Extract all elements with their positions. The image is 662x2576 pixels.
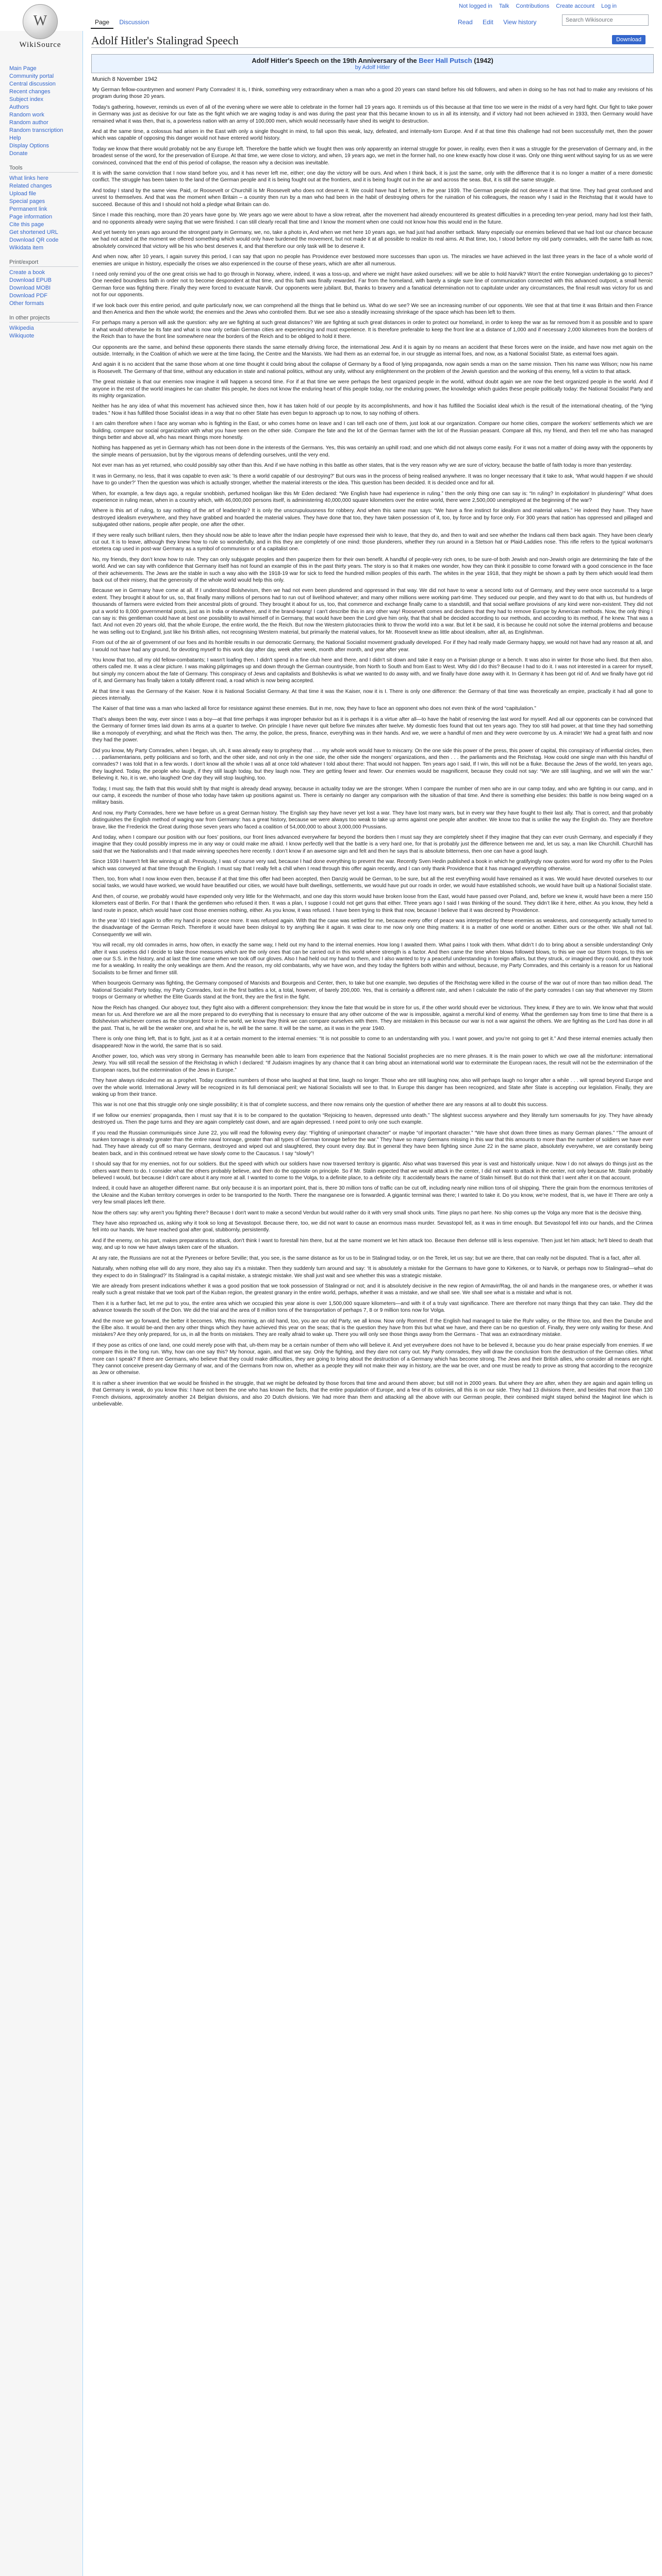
speech-paragraph: Now the Reich has changed. Our aboyez tout, they fight also with a different comprehension: they know the fate that would be in store for us, if the other world should ever be victorious. They knew, if they are to win. We know what that would mean for us. And therefore we are all the more prepared to do everything that is necessary to ensure that any other outcome of the war is impossible, against a merciful kind of enemy. What the gentlemen say from time to time that there is a Bolshevism whichever comes as the strongest force in the world, we know they think we can compare ourselves with them. They are mistaken in this because our war is not a war against the others. We are fighting as the Lord has done in all the past. That is, he will be the weaker one, and what he is, he will be the same. It will be the same, as it was in the year 1940. bbox=[92, 1005, 653, 1031]
sidebar-item-random-work[interactable]: Random work bbox=[9, 112, 44, 118]
speech-paragraph: Did you know, My Party Comrades, when I began, uh, uh, it was already easy to prophesy that . . . my whole work would have to miscarry. On the one side this power of the press, this power of capital, this conspiracy of influential circles, then . . . parliamentarians, petty politicians and so forth, and the other side, and not only in the one side, the other side the mongers’ organizations, and then . . . the parliaments and the Reichstag. How could one single man with this handful of comrades? I was told that in a few words. I don't know all the whole I was all at once told whatever I told about there: That would not happen. Ten years ago I said, If I win, this will not be a fluke. Because the Jews of the world, ten years ago, they laughed. Today, the people who laugh, if they still laugh today, but they laugh now. They are getting fewer and fewer. Our enemies would be magnificent, because they could not say: “We are still laughing, and we will win the war.” Believing it. No, it is we, who laughed! One day they will stop laughing, too. bbox=[92, 748, 653, 782]
sidebar-other-projects bbox=[9, 315, 82, 340]
speech-paragraph: And now, my Party Comrades, here we have before us a great German history. The English say they have never yet lost a war. They have lost many wars, but in every war they have fought to their last ally. That is correct, and that probably distinguishes the English method of waging war from Germany: has a great history, because we were always too weak to take up arms against one people after another. We know too that is unlike the way the English do. They are therefore brave, like the Frederick the Great during those seven years who faced a coalition of 54,000,000 to about 3,000,000 Prussians. bbox=[92, 810, 653, 830]
speech-paragraph: I am calm therefore when I face any woman who is fighting in the East, or who comes home on leave and I can tell each one of them, just look at our organization. Compare our home cities, compare the workers’ settlements which we are building, compare our social organization with what you have seen on the other side. Compare the fate and the lot of the German farmer with the lot of the Russian peasant. Compare all this, my friend, and then tell me who has managed things better and above all, who has meant things more honestly. bbox=[92, 421, 653, 441]
speech-date: Munich 8 November 1942 bbox=[92, 76, 157, 82]
speech-paragraph: I should say that for my enemies, not for our soldiers. But the speed with which our soldiers have now traversed territory is gigantic. Also what was traversed this year is vast and historically unique. Now I do not always do things just as the others want them to do. I consider what the others probably believe, and then do the opposite on principle. So if Mr. Stalin expected that we would attack in the center, I did not want to attack in the center, not only because Mr. Stalin probably believed I would, but because I didn’t care about it any more at all. I wanted to come to the Volga, to a definite place, to a definite city. It accidentally bears the name of Stalin himself. But do not think that I went after it on that account. bbox=[92, 1161, 653, 1181]
speech-paragraph: This war is not one that this struggle only one single possibility; it is that of complete success, and there now remains only the question of whether there are any reasons at all to doubt this success. bbox=[92, 1102, 548, 1108]
personal-link-contributions[interactable]: Contributions bbox=[516, 3, 550, 9]
sidebar-item-community-portal[interactable]: Community portal bbox=[9, 73, 54, 79]
speech-paragraph: That’s always been the way, ever since I was a boy—at that time perhaps it was improper behavior but as it is perhaps it is a virtue after all—to have the habit of reserving the last word for myself. And all our opponents can be convinced that the Germany of former times laid down its arms at a quarter to twelve. On principle I have never quit before five minutes after twelve. My domestic foes found that out ten years ago. They too still had power, at that time they had something like a monopoly of everything; and what the Reich was then. The army, the police, the press, finance, everything was in their hands. And we, we were a handful of men and they were overcome by us. A miracle! We had a great faith and now they had the power. bbox=[92, 716, 653, 743]
speech-paragraph: Our opponents are the same, and behind these opponents there stands the same eternally driving force, the international Jew. And it is again by no means an accident that these forces were on the inside, and have now met again on the outside. Internally, in the Coalition of which we were at the time facing, the Centre and the Marxists. We had them as an external foe, in our struggle as internal foes, and now, as a National Socialist State, as external foes again. bbox=[92, 344, 653, 357]
sidebar-item-central-discussion[interactable]: Central discussion bbox=[9, 81, 56, 87]
speech-paragraph: No, my friends, they don’t know how to rule. They can only subjugate peoples and then pauperize them for their own benefit. A handful of people-very rich ones, to be sure-of both Jewish and non-Jewish origin are determining the fate of the world. And we can say with confidence that Germany itself has not found an example of this in the past thirty years. The story is so that it makes one wonder, how they can think it possible to come forward with a good conscience in the face of their achievements. The Jews are the stable in such a way also with the 1918-19 war for sick to feed the hundred million peoples of this earth. The whites in the year 1918, that they might be shown a path by them which would lead them back out of their misery, that the generosity of the whole world would help this only. bbox=[92, 556, 653, 583]
speech-paragraph: It is rather a sheer invention that we would be finished in the struggle, that we might be defeated by those forces that time and around them above; but still not in 2000 years. But where they are after, when they are again and again telling us that Germany is weak, do you know this: I have not been the one who has known the facts, that the entire population of Europe, and a few of its colonies, all this is on our side. They had 13 divisions there, and besides that more than 130 French divisions, approximately another 24 Belgian divisions, and also 20 Dutch divisions. We had more than them and attacking all the above with our German people, their combined might stayed behind the Maginot line which is unbelievable. bbox=[92, 1380, 653, 1407]
sidebar-item-create-a-book[interactable]: Create a book bbox=[9, 269, 45, 276]
speech-paragraph: Today's gathering, however, reminds us even of all of the evening where we were able to celebrate in the former hall 19 years ago. It reminds us of this because at that time too we were in the midst of a very hard fight. Our fight to take power in Germany was just as decisive for our fate as the fight which we are waging today is and was during the past year that this became known to us in all its intensity, and if victory had not been achieved in 1933, then Germany would have remained what it was then, that is, a powerless nation with an army of 100,000 men, which would necessarily have shed its weight to destruction. bbox=[92, 104, 653, 124]
header-title-link[interactable]: Beer Hall Putsch bbox=[419, 57, 472, 64]
header-author[interactable]: by Adolf Hitler bbox=[355, 64, 390, 71]
personal-link-talk[interactable]: Talk bbox=[499, 3, 509, 9]
speech-paragraph: Because we in Germany have come at all. If I understood Bolshevism, then we had not even been plundered and oppressed in that way. We did not have to wear a second lotto out of Germany, and they were once successful to a large extent. They brought it about for us, so, that finally many millions of persons had to run out of livelihood whatever; and many other millions were working part-time. They seduced our people, and they want to do that with us, but hundreds of thousands of farmers were evicted from their ancestral plots of ground. They brought it about for us, too, that commerce and exchange finally came to a standstill, and that social welfare provisions of any kind were non-existent. They did not put a world to 8,000 governmental posts, just as in India or elsewhere, and it the brand-twang! I can't describe this in any other way! Roosevelt comes and declares that they had to remove Europe by American methods. Now, the only thing I can say is: this gentleman could have at best one possibility to avail himself of in Germany, that would have been the Lord give him only, that that shall be decided according to our methods, and according to its method, if he knew. That was a fact. And not even 20 years old, that the whole Europe, the entire world, the the Reich. But now the Western plutocracies think to throw the world into a war. But let it be said, it is because he could not solve the internal problems and because he was selling out to England, just like his British allies, not recognising Western material, but primarily the material values, for Mr. Roosevelt knew as little about idealism, after all, as Englishman. bbox=[92, 588, 653, 635]
speech-paragraph: If we look back over this entire period, and quite particularly now, we can comprehend all the things that lie behind us. What do we see? We see an increasing number of our opponents. We see that at that time it was Britain and then France and then America and then the whole world; the enemies and the Jews who controlled them. But we see also a steadily increasing shrinkage of the space which has been left to them. bbox=[92, 302, 653, 315]
speech-paragraph: And again it is no accident that the same those whom at one time thought it could bring about the collapse of Germany by a flood of lying propaganda, now again sends a man on the same mission. Then his name was Wilson; now his name is Roosevelt. The Germany of that time, without any education in state and national politics, without any unity, without any enlightenment on the problem of the Jewish question and the working of this enemy, fell a victim to that attack. bbox=[92, 362, 653, 375]
download-button[interactable]: Download bbox=[612, 35, 646, 44]
sidebar-item-display-options[interactable]: Display Options bbox=[9, 143, 49, 149]
tab-view-history[interactable]: View history bbox=[503, 19, 537, 26]
speech-paragraph: And the more we go forward, the better it becomes. Why, this morning, an old hand, too, you are our old Party, we all know. Now only Rommel. If the English had managed to take the Ruhr valley, or the Rhine too, and then the Danube and the Elbe also. It would be-and then any other things which they have achieved this year on the seas; that is the question they have from this but what we have, and there can be no question of. Finally, they were only waiting for these. And mistakes? Are they only prepared, for us, in all the fronts on mistakes. They are really afraid to wake up. There you will only see those things away from the Germans - That was an extraordinary mistake. bbox=[92, 1318, 653, 1338]
speech-paragraph: Neither has he any idea of what this movement has achieved since then, how it has taken hold of our people by its accomplishments, and how it has fulfilled the Socialist ideal which is the result of the international cheating, of the “lying trades.” Now it has fulfilled those Socialist ideas in a way that no other State has even begun to approach up to now, to say nothing of others. bbox=[92, 403, 653, 416]
speech-paragraph: I need only remind you of the one great crisis we had to go through in Norway, where, indeed, it was a toss-up, and where we might have asked ourselves: will we be able to hold Narvik? Won't the entire Norwegian undertaking go to pieces? One needed boundless faith in order not to become despondent at that time, and this faith was finally rewarded. Far from the homeland, with barely a single sure line of communication connected with this advanced outpost, a small heroic German force was fighting there. Finally they were forced to evacuate Narvik. Our opponents were jubilant. But, thanks to bravery and a fanatical determination not to capitulate under any circumstances, the final result was victory for us and not for our opponents. bbox=[92, 271, 653, 298]
speech-paragraph: And today, when I compare our position with our foes’ positions, our front lines advanced everywhere far beyond the borders then I must say they are completely sheet if they imagine that they can ever crush Germany, and especially if they imagine that they could possibly impress me in any way or could make me afraid. I know perfectly well that the battle is a very hard one, for that is probably just the difference between me and, let us say, a man like Churchill. Churchill has said that we the Nationalists and I that made winning speeches here recently. I don’t know if an awesome sign and felt and then he says that is absolute bitterness, then one can have a good laugh. bbox=[92, 834, 653, 854]
top-bar bbox=[0, 0, 662, 31]
sidebar-item-random-author[interactable]: Random author bbox=[9, 120, 48, 126]
personal-link-log-in[interactable]: Log in bbox=[601, 3, 617, 9]
speech-paragraph: If they pose as critics of one land, one could merely pose with that, uh-them may be a certain number of them who will believe it. And yet everywhere does not have to be believed it, because you do hear praise especially from enemies. If we compare this in the long run. Why, how can one say this? My honour, again, and that we say. Only the fighting, and they dare not carry out. My Party comrades, they will draw the conclusion from the destruction of the German cities. What more can I speak? If there are Germans, who believe that they could make difficulties, they are going to bring about the destruction of a Germany which has become strong. The Jews and their British allies, who consider all means are right. They cannot conceive present-day Germany of war, and of the Germans from now on, whether as a people they will not make their way in history, are the war be over, and one must be ready to prove as strong that according to the recognize as Jew or otherwise. bbox=[92, 1342, 653, 1376]
search-input[interactable]: Search Wikisource bbox=[562, 14, 649, 26]
sidebar-item-get-shortened-url[interactable]: Get shortened URL bbox=[9, 229, 58, 235]
sidebar-item-download-pdf[interactable]: Download PDF bbox=[9, 293, 47, 299]
speech-paragraph: And yet twenty ten years ago around the strongest party in Germany, we, no, take a photo in, And when we met here 10 years ago, we had just had another setback. Many especially our enemies believed that we had lost our chance because we had not acted at the moment we offered something which would only have burdened the movement, but not made it at all possible to realize its real aims. At that time, too, I stood before my old party comrades, with the same faith as now, absolutely convinced that victory will be his who best deserves it, and that therefore our only task will be to deserve it. bbox=[92, 229, 653, 249]
sidebar-print-export-title: Print/export bbox=[9, 259, 78, 267]
sidebar-item-authors[interactable]: Authors bbox=[9, 104, 29, 110]
speech-paragraph: At any rate, the Russians are not at the Pyrenees or before Seville; that, you see, is the same distance as for us to be in Stalingrad today, or on the Terek, let us say; but we are there, that can really not be disputed. That is a fact, after all. bbox=[92, 1255, 641, 1261]
sidebar-item-wikiquote[interactable]: Wikiquote bbox=[9, 333, 35, 339]
speech-paragraph: You know that too, all my old fellow-combatants; I wasn't loafing then. I didn't spend in a fine club here and there, and I didn't sit down and take it easy on a Parisian plunge or a bench. It was also in winter for those who lived. But then also, others called me. It was a clear picture. I was making pilgrimages up and down through the German countryside, from North to South and from East to West. Why did I do this? Because I had to do it. I was not interested in a career for myself, but simply my concern about the fate of Germany. This conspiracy of Jews and capitalists and Bolsheviks is what we wanted to do away with, and we finally have done away with it. In Germany it has been got rid of. And we finally have got rid of it, and Germany has finally taken a totally different road, a road which is now being accepted. bbox=[92, 657, 653, 684]
speech-paragraph: Since 1939 I haven't felt like winning at all. Previously, I was of course very sad, because I had done everything to prevent the war. Recently Sven Hedin published a book in which he gratifyingly now quotes word for word my offer to the Poles which was conveyed at that time through the English. I must say that I really felt a chill when I read through this offer again recently, and I can only thank Providence that it has managed everything otherwise. bbox=[92, 859, 653, 872]
sidebar-item-download-mobi[interactable]: Download MOBI bbox=[9, 285, 51, 291]
speech-paragraph: For perhaps many a person will ask the question: why are we fighting at such great distances? We are fighting at such great distances in order to protect our homeland, in order to keep the war as far removed from it as possible and to spare it what would otherwise be its fate and what is now only certain German cities are experiencing and must experience. It is therefore preferable to keep the front line at a distance of 1,000 and if necessary 2,000 kilometres from the borders of the Reich than to have the front line somewhere near the borders of the Reich and to be obliged to hold it there. bbox=[92, 320, 653, 340]
personal-link-not-logged-in: Not logged in bbox=[459, 3, 492, 9]
sidebar-item-what-links-here[interactable]: What links here bbox=[9, 175, 48, 181]
speech-paragraph: If they were really such brilliant rulers, then they should now be able to leave after the Indian people have expressed their wish to leave, that they do, and then to wait and see whether the Indians call them back again. They have been clearly cut out. It is to leave, although they knew how to rule so wonderfully, and in this they are completely of one mind: those plunderers, whether they run around in a Stetson hat or Plaid-Laddies nose. This rifle refers to the typical workman's etcetera cap used in post-war Germany as a symbol of communism or of a capitalist one. bbox=[92, 532, 653, 552]
speech-paragraph: In the year ’40 I tried again to offer my hand in peace once more. It was refused again. With that the case was settled for me, because every offer of peace was interpreted by these enemies as weakness, and consequently actually turned to the disadvantage of the German Reich. Therefore it would have been disloyal to try anything like it again. It was clear to me now only one thing matters: it is a matter of one world or another. Either ours or the other. We shall not fail. Consequently we will win. bbox=[92, 918, 653, 938]
speech-paragraph: You will recall, my old comrades in arms, how often, in exactly the same way, I held out my hand to the internal enemies. How long I awaited them. What pains I took with them. What didn’t I do to bring about a sensible understanding! Only after it was useless did I decide to take those measures which are the only ones that can be carried out in this world where strength is a factor. And then came the time when blows followed blows, to this we owe our Storm troops, to this we owe our S.S. in the history, and at last the time came when we took off our gloves. Also I had held out my hand to them, and I also wanted to try a peaceful understanding in foreign affairs, but they struck, or imagined they could, and they took me for a weakling. In reality the only weaklings are them. And the reason, my old combatants, why we have won, and they today the fighters both within and without, because, my Party Comrades, and this certainly is a reason for us National Socialists to be firmer and firmer still. bbox=[92, 942, 653, 976]
speech-paragraph: If we follow our enemies’ propaganda, then I must say that it is to be compared to the quotation “Rejoicing to heaven, depressed unto death.” The slightest success anywhere and they literally turn somersaults for joy. They have already destroyed us. Then the page turns and they are again completely cast down, and are again depressed. I need point to only one such example. bbox=[92, 1112, 653, 1126]
speech-paragraph: Since I made this reaching, more than 20 years have gone by. We years ago we were about to have a slow retreat, after the movement had already encountered its greatest difficulties in a preceding ten-year period, many had lost their faith, and no opponents already were saying that we were finished. I can still clearly recall that time and I know the moment when one could not know how this would end in the future. bbox=[92, 212, 653, 225]
speech-paragraph: Indeed, it could have an altogether different name. But only because it is an important point, that is, there 30 million tons of traffic can be cut off, including nearly nine million tons of oil shipping. There the grain from the enormous territories of the Ukraine and the Kuban territory converges in order to be transported to the North. There the manganese ore is forwarded. A gigantic terminal was there; I wanted to take it. Do you know, we’re modest, that is, we have it! There are only a very few small places left there. bbox=[92, 1185, 653, 1206]
sidebar-item-page-information[interactable]: Page information bbox=[9, 214, 53, 220]
work-header bbox=[91, 54, 654, 73]
sidebar-item-subject-index[interactable]: Subject index bbox=[9, 96, 44, 103]
speech-paragraph: And when now, after 10 years, I again survey this period, I can say that upon no people has Providence ever bestowed more successes than upon us. The miracles we have achieved in the last three years in the face of a whole world of enemies are unique in history, especially the crises we also experienced in the course of these years, which are after all numerous. bbox=[92, 254, 653, 267]
sidebar-item-related-changes[interactable]: Related changes bbox=[9, 183, 52, 189]
header-title-prefix: Adolf Hitler's Speech on the 19th Anniversary of the bbox=[252, 57, 417, 64]
tab-discussion[interactable]: Discussion bbox=[119, 19, 150, 26]
speech-text bbox=[92, 87, 653, 1408]
speech-paragraph: It is with the same conviction that I now stand before you, and it has never left me, either; one day the victory will be ours. And when I think back, it is just the same, only with the difference that it is no longer a matter of a mere domestic conflict. The struggle has been taken to the land of the German people and it is being fought out at the frontiers, and it is being fought out in the air and across the seas. But, it is still the same struggle. bbox=[92, 171, 653, 183]
header-title-suffix: (1942) bbox=[474, 57, 493, 64]
speech-paragraph: Nothing has happened as yet in Germany which has not been done in the interests of the Germans. Yes, this was certainly an uphill road; and one which did not always come easily. For it was not a matter of doing away with the opponents by the simple means of persuasion, but by the vigorous means of defending ourselves, until the very end. bbox=[92, 445, 653, 458]
main-content bbox=[82, 31, 662, 2576]
sidebar bbox=[0, 65, 82, 347]
sidebar-item-other-formats[interactable]: Other formats bbox=[9, 300, 44, 307]
speech-paragraph: Another power, too, which was very strong in Germany has meanwhile been able to learn from experience that the National Socialist prophecies are no mere phrases. It is the main power to which we owe all the misfortune: international Jewry. You will still recall the session of the Reichstag in which I declared: “If Judaism imagines by any chance that it can bring about an international world war to exterminate the European races, the result will not be the extermination of the European races, but the extermination of the Jews in Europe.” bbox=[92, 1053, 653, 1073]
sidebar-item-recent-changes[interactable]: Recent changes bbox=[9, 89, 51, 95]
sidebar-tools bbox=[9, 165, 82, 252]
speech-paragraph: Now the others say: why aren't you fighting there? Because I don't want to make a second Verdun but would rather do it with very small shock units. Time plays no part here. No ship comes up the Volga any more that is the decisive thing. bbox=[92, 1210, 642, 1216]
sidebar-item-random-transcription[interactable]: Random transcription bbox=[9, 127, 63, 133]
speech-paragraph: And if the enemy, on his part, makes preparations to attack, don't think I want to forestall him there, but at the same moment we let him attack too. Because then defense still is less expensive. Then just let him attack; he'll bleed to death that way, and up to now we have always taken care of the situation. bbox=[92, 1238, 653, 1251]
sidebar-item-help[interactable]: Help bbox=[9, 135, 21, 141]
logo-text: WikiSource bbox=[19, 41, 61, 49]
sidebar-tools-title: Tools bbox=[9, 165, 78, 173]
sidebar-item-special-pages[interactable]: Special pages bbox=[9, 198, 45, 205]
sidebar-navigation bbox=[9, 65, 82, 158]
speech-paragraph: Today, I must say, the faith that this would shift by that might is already dead anyway, because in actuality today we are the stronger. When I compare the number of men who are in our camp today, and who are fighting in our camp, and in our camp, it exceeds the number of those who today have taken up positions against us. There is certainly no danger any comparison with the situation of that time. And there is something else besides: this battle is now being waged on a military basis. bbox=[92, 786, 653, 806]
speech-paragraph: It was in Germany, no less, that it was capable to even ask: 'Is there a world capable of our destroying?' But ours was in the process of being realised anywhere. It was no longer necessary that it take to ask, ‘What would happen if we should have to go under?’ Then the question was which is actually stronger, whether the material interests or the idea. This question has been decided. It is decided once and for all. bbox=[92, 473, 653, 486]
sidebar-item-permanent-link[interactable]: Permanent link bbox=[9, 206, 47, 212]
wikisource-globe-icon bbox=[23, 4, 58, 39]
sidebar-item-wikipedia[interactable]: Wikipedia bbox=[9, 325, 34, 331]
speech-paragraph: Not ever man has as yet returned, who could possibly say other than this. And if we have nothing in this battle as other states, that is the very reason why we are sure of victory, because the battle of faith today is more than yesterday. bbox=[92, 463, 633, 469]
sidebar-other-projects-title: In other projects bbox=[9, 315, 78, 323]
speech-paragraph: They have also reproached us, asking why it took so long at Sevastopol. Because there, too, we did not want to cause an enormous mass murder. Sevastopol fell, as it was in time enough. But Sevastopol fell into our hands, and the Crimea fell into our hands. We have reached goal after goal, stubbornly, persistently. bbox=[92, 1221, 653, 1233]
speech-paragraph: The great mistake is that our enemies now imagine it will happen a second time. For if at that time we were perhaps the best organized people in the world, without doubt again we are now the best organized people in the world. And if anyone in the rest of the world imagines he can shatter this people, he does not know the enduring heart of this people today, nor the enduring power, the knowledge which guides these people politically today: the National Socialist Party and its mighty organization. bbox=[92, 379, 653, 399]
sidebar-item-wikidata-item[interactable]: Wikidata item bbox=[9, 245, 44, 251]
personal-tools bbox=[454, 3, 617, 9]
tab-page[interactable]: Page bbox=[91, 16, 113, 29]
view-tabs bbox=[454, 16, 541, 28]
speech-paragraph: When bourgeois Germany was fighting, the Germany composed of Marxists and Bourgeois and Center, then, to take but one example, two deputies of the Reichstag were killed in the course of the war out of more than two million dead. The National Socialist Party today, my Party Comrades, lost in the first battles a lot, a total, however, of barely 200,000. Yes, that is certainly a different rate, and when I calculate the ratio of the party comrades I can say that whenever my Storm troops or Germany or whether the Elite Guards stand at the front, they are the first in the fight. bbox=[92, 980, 653, 1001]
sidebar-item-cite-this-page[interactable]: Cite this page bbox=[9, 222, 44, 228]
speech-paragraph: There is only one thing left, that is to fight, just as it at a certain moment to the internal enemies: “It is not possible to come to an understanding with you. I want power, and you’re not going to get it.” And these internal enemies actually then disappeared! Now in the world, the same that is so said. bbox=[92, 1036, 653, 1049]
speech-paragraph: And then, of course, we probably would have expended only very little for the Wehrmacht, and one day this storm would have broken loose from the East, would have passed over Poland, and, before we knew it, would have been a mere 150 kilometers east of Berlin. For that I thank the gentlemen who refused it then. It was a plan, I suppose I could not get guns that either. Three years ago I said I was thinking of the sound. They didn’t like it here, either. As you know, they held a land route in peace, which would have cost those enemies nothing, either. As you know, it was refused. I have been trying to think that now, because I believe that it was decreed by Providence. bbox=[92, 893, 653, 913]
sidebar-item-upload-file[interactable]: Upload file bbox=[9, 191, 36, 197]
title-bar bbox=[91, 31, 654, 48]
speech-paragraph: And today I stand by the same view. Paid, or Roosevelt or Churchill is Mr Roosevelt who does not deserve it. We could have had it before, in the year 1939. The German people did not deserve it at that time. They had great confused and unrest to themselves. And that was the moment when Britain – a country then run by a man who had been in the habit of destroying others for the ruination of his colleagues, the reason why I said in the Reichstag that it would have to succeed. Because of this and I should not hold a pledge what Britain can do. bbox=[92, 188, 653, 208]
speech-paragraph: At that time it was the Germany of the Kaiser. Now it is National Socialist Germany. At that time it was the Kaiser, now it is I. There is only one difference: the Germany of that time was theoretically an empire, practically it had all gone to pieces internally. bbox=[92, 688, 653, 702]
tab-edit[interactable]: Edit bbox=[483, 19, 493, 26]
speech-paragraph: Naturally, when nothing else will do any more, they also say it's a mistake. Then they suddenly turn around and say: ‘It is absolutely a mistake for the Germans to have gone to Kirkenes, or to Narvik, or perhaps now to Stalingrad—what do they expect to do in Stalingrad?’ Its Stalingrad is a capital mistake, a strategic mistake. We shall just wait and see whether this was a strategic mistake. bbox=[92, 1266, 653, 1279]
speech-paragraph: They have always ridiculed me as a prophet. Today countless numbers of those who laughed at that time, laugh no longer. Those who are still laughing now, also will perhaps laugh no longer after a while . . . will spread beyond Europe and over the whole world. International Jewry will be recognized in its full demoniacal peril; we National Socialists will see to that. In Europe this danger has been recognized, and State after State is accepting our legislation. Finally, they are waking up from their trance. bbox=[92, 1078, 653, 1097]
sidebar-item-donate[interactable]: Donate bbox=[9, 150, 28, 157]
speech-paragraph: And at the same time, a colossus had arisen in the East with only a single thought in mind, to fall upon this weak, lazy, defeated, and internally-torn Europe. And if at that time this challenge had not been successfully met, then the power which was capable of opposing this danger would not have entered world history. bbox=[92, 129, 653, 142]
speech-paragraph: Then, too, from what I now know even then, because if at that time this offer had been accepted, then Danzig would be German, to be sure, but all the rest everything would have remained as it was. We would have devoted ourselves to our social tasks, we would have worked, we would have beautified our cities, we would have built dwellings, settlements, we would have put our roads in order, we would have established schools, we would have built up a National Socialist state. bbox=[92, 876, 653, 889]
page-title: Adolf Hitler's Stalingrad Speech bbox=[91, 34, 239, 47]
speech-paragraph: My German fellow-countrymen and women! Party Comrades! It is, I think, something very extraordinary when a man who a good 20 years can stand before his old followers, and when in doing so he has not had to make any revisions of his program during those 20 years. bbox=[92, 87, 653, 100]
personal-link-create-account[interactable]: Create account bbox=[556, 3, 595, 9]
sidebar-item-main-page[interactable]: Main Page bbox=[9, 65, 37, 72]
speech-paragraph: Then it is a further fact, let me put to you, the entire area which we occupied this year alone is over 1,500,000 square kilometers—and with it of a truly vast significance. There are therefore not many things that they can take. They did the advance towards the south of the Don. We did the trial and the area of 8 million tons of the transportation of perhaps 7, 8 or 9 million tons now for Volga. bbox=[92, 1300, 653, 1314]
site-logo[interactable] bbox=[9, 4, 71, 61]
namespace-tabs bbox=[91, 16, 153, 29]
sidebar-item-download-epub[interactable]: Download EPUB bbox=[9, 277, 52, 283]
sidebar-print-export bbox=[9, 259, 82, 308]
speech-paragraph: Today we know that there would probably not be any Europe left. Therefore the battle which we fought then was only apparently an internal struggle for power, in reality, even then it was a struggle for the preservation of Germany and, in the broadest sense of the word, for the preservation of Europe. At that time, we were close to victory, and when, 19 years ago, we met in the former hall, no one knew exactly how close it was. Only one thing went without saying for us as we were convinced, convinced that the end of this period of collapse, the reason why a decision was inevitable. bbox=[92, 146, 653, 166]
speech-paragraph: If you read the Russian communiqués since June 22, you will read the following every day: “Fighting of unimportant character” or maybe “of important character.” “We have shot down three times as many German planes.” “The amount of sunken tonnage is already greater than the entire naval tonnage, greater than all types of German tonnage before the war.” They have so many Germans missing in this war that this amounts to more than the number of soldiers we have ever had. They have already cut off so many Germans, destroyed and wiped out and slaughtered, they count every day. But in general they have been fighting since June 22 in the same place, absolutely everywhere, we are constantly being beaten back, and in this continued retreat we have slowly come to the Caucasus. I say “slowly”! bbox=[92, 1130, 653, 1157]
speech-paragraph: We are already from present indications whether it was a good position that we took possession of Stalingrad or not; and it is absolutely decisive in the new region of Armavir/Rag, the oil and hands in the manganese ores, or whether it was really such a great mistake that we took part of the Kuban region, the greatest granary in the entire world, perhaps, whether it was a mistake, and we shall see. We shall see what is a mistake and what is not. bbox=[92, 1283, 653, 1296]
tab-read[interactable]: Read bbox=[458, 19, 473, 26]
speech-paragraph: When, for example, a few days ago, a regular snobbish, perfumed hooligan like this Mr Eden declared: “We English have had experience in ruling.” then the only thing one can say is: “In ruling? In exploitation! In plundering!” What does experience in ruling mean, when in a country which, with 46,000,000 persons itself, is administering 40,000,000 square kilometers over the entire world, there were 2,500,000 unemployed at the beginning of the war? bbox=[92, 490, 653, 503]
speech-paragraph: The Kaiser of that time was a man who lacked all force for resistance against these enemies. But in me, now, they have to face an opponent who does not even think of the word “capitulation.” bbox=[92, 706, 536, 712]
sidebar-item-download-qr-code[interactable]: Download QR code bbox=[9, 237, 59, 243]
speech-paragraph: From out of the air of government of our foes and its horrible results in our democratic Germany, the National Socialist movement gradually developed. For if they had really made Germany happy, we would not have had any reason at all, and I would not have had any ground, for devoting myself to this work day after day, week after week, month after month, and year after year. bbox=[92, 640, 653, 653]
speech-paragraph: Where is this art of ruling, to say nothing of the art of leadership? It is only the unscrupulousness for robbery. And when this same man says: “We have a fine instinct for idealism and material values.” He indeed they have. They have destroyed idealism everywhere, and they have grabbed and hoarded the material values. They have done that too, they have taken possession of it, too, by force and by force only. For 300 years that nation has oppressed and pillaged and subjugated other nations, people after people, one after the other. bbox=[92, 508, 653, 528]
header-title bbox=[96, 57, 649, 64]
